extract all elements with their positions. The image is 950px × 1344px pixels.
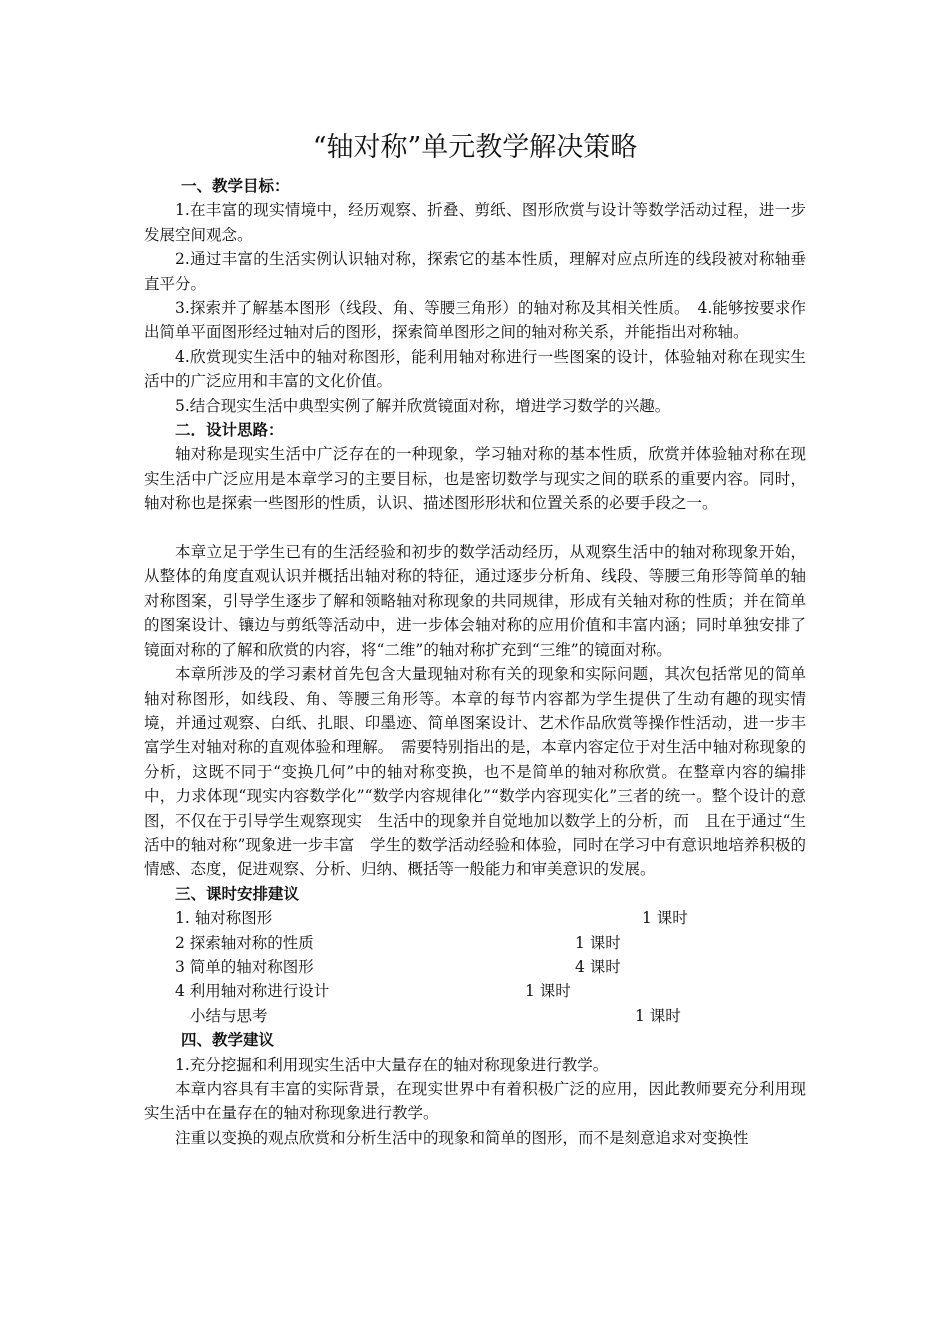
objective-item: 4.欣赏现实生活中的轴对称图形，能利用轴对称进行一些图案的设计，体验轴对称在现实生活中的广泛应用和丰富的文化价值。 xyxy=(144,347,806,391)
schedule-row xyxy=(144,979,806,1003)
section-heading-schedule: 三、课时安排建议 xyxy=(175,883,300,903)
schedule-duration: 4 课时 xyxy=(575,957,621,976)
objective-item: 3.探索并了解基本图形（线段、角、等腰三角形）的轴对称及其相关性质。 4.能够按要求作出简单平面图形经过轴对后的图形，探索简单图形之间的轴对称关系，并能指出对称轴。 xyxy=(144,299,806,342)
suggestion-paragraph: 注重以变换的观点欣赏和分析生活中的现象和简单的图形，而不是刻意追求对变换性 xyxy=(175,1128,749,1147)
schedule-duration: 1 课时 xyxy=(525,982,571,1001)
schedule-lesson-name: 3 简单的轴对称图形 xyxy=(175,957,314,976)
design-paragraph: 本章立足于学生已有的生活经验和初步的数学活动经历，从观察生活中的轴对称现象开始，从整体的角度直观认识并概括出轴对称的特征，通过逐步分析角、线段、等腰三角形等简单的轴对称图案，引导学生逐步了解和领略轴对称现象的共同规律，形成有关轴对称的性质；并在简单的图案设计、镶边与剪纸等活动中，进一步体会轴对称的应用价值和丰富内涵；同时单独安排了镜面对称的了解和欣赏的内容，将“二维”的轴对称扩充到“三维”的镜面对称。 xyxy=(144,543,806,659)
schedule-lesson-name: 4 利用轴对称进行设计 xyxy=(175,982,330,1001)
schedule-row xyxy=(144,955,806,979)
schedule-lesson-name: 2 探索轴对称的性质 xyxy=(175,933,314,952)
schedule-row xyxy=(144,1004,806,1028)
schedule-row xyxy=(144,931,806,955)
schedule-duration: 1 课时 xyxy=(575,933,621,952)
suggestion-paragraph: 本章内容具有丰富的实际背景，在现实世界中有着积极广泛的应用，因此教师要充分利用现实生活中在量存在的轴对称现象进行教学。 xyxy=(144,1079,806,1123)
schedule-lesson-name: 1. 轴对称图形 xyxy=(175,909,273,928)
objective-item: 5.结合现实生活中典型实例了解并欣赏镜面对称，增进学习数学的兴趣。 xyxy=(175,396,671,415)
document-title: “轴对称”单元教学解决策略 xyxy=(312,132,638,163)
schedule-row xyxy=(144,906,806,930)
section-heading-suggestions: 四、教学建议 xyxy=(181,1030,275,1050)
schedule-duration: 1 课时 xyxy=(642,909,688,928)
schedule-duration: 1 课时 xyxy=(635,1006,681,1025)
design-paragraph: 本章所涉及的学习素材首先包含大量现轴对称有关的现象和实际问题，其次包括常见的简单轴对称图形，如线段、角、等腰三角形等。本章的每节内容都为学生提供了生动有趣的现实情境，并通过观察、白纸、扎眼、印墨迹、简单图案设计、艺术作品欣赏等操作性活动，进一步丰富学生对轴对称的直观体验和理解。 需要特别指出的是，本章内容定位于对生活中轴对称现象的分析，这既不同于“变换几何”中的轴对称变换，也不是简单的轴对称欣赏。在整章内容的编排中，力求体现“现实内容数学化”“数学内容规律化”“数学内容现实化”三者的统一。整个设计的意图，不仅在于引导学生观察现实 生活中的现象并自觉地加以数学上的分析，而 且在于通过“生活中的轴对称”现象进一步丰富 学生的数学活动经验和体验，同时在学习中有意识地培养积极的情感、态度，促进观察、分析、归纳、概括等一般能力和审美意识的发展。 xyxy=(144,665,806,879)
section-heading-design: 二．设计思路： xyxy=(175,420,284,440)
objective-item: 2.通过丰富的生活实例认识轴对称，探索它的基本性质，理解对应点所连的线段被对称轴垂直平分。 xyxy=(144,250,806,293)
schedule-lesson-name: 小结与思考 xyxy=(190,1006,268,1025)
objective-item: 1.在丰富的现实情境中，经历观察、折叠、剪纸、图形欣赏与设计等数学活动过程，进一步发展空间观念。 xyxy=(144,201,806,244)
document-body xyxy=(144,174,806,1150)
design-paragraph: 轴对称是现实生活中广泛存在的一种现象，学习轴对称的基本性质，欣赏并体验轴对称在现实生活中广泛应用是本章学习的主要目标，也是密切数学与现实之间的联系的重要内容。同时，轴对称也是探索一些图形的性质，认识、描述图形形状和位置关系的必要手段之一。 xyxy=(144,445,806,513)
section-heading-objectives: 一、教学目标： xyxy=(181,176,290,195)
blank-line xyxy=(144,516,806,540)
suggestion-item: 1.充分挖掘和利用现实生活中大量存在的轴对称现象进行教学。 xyxy=(175,1055,609,1074)
